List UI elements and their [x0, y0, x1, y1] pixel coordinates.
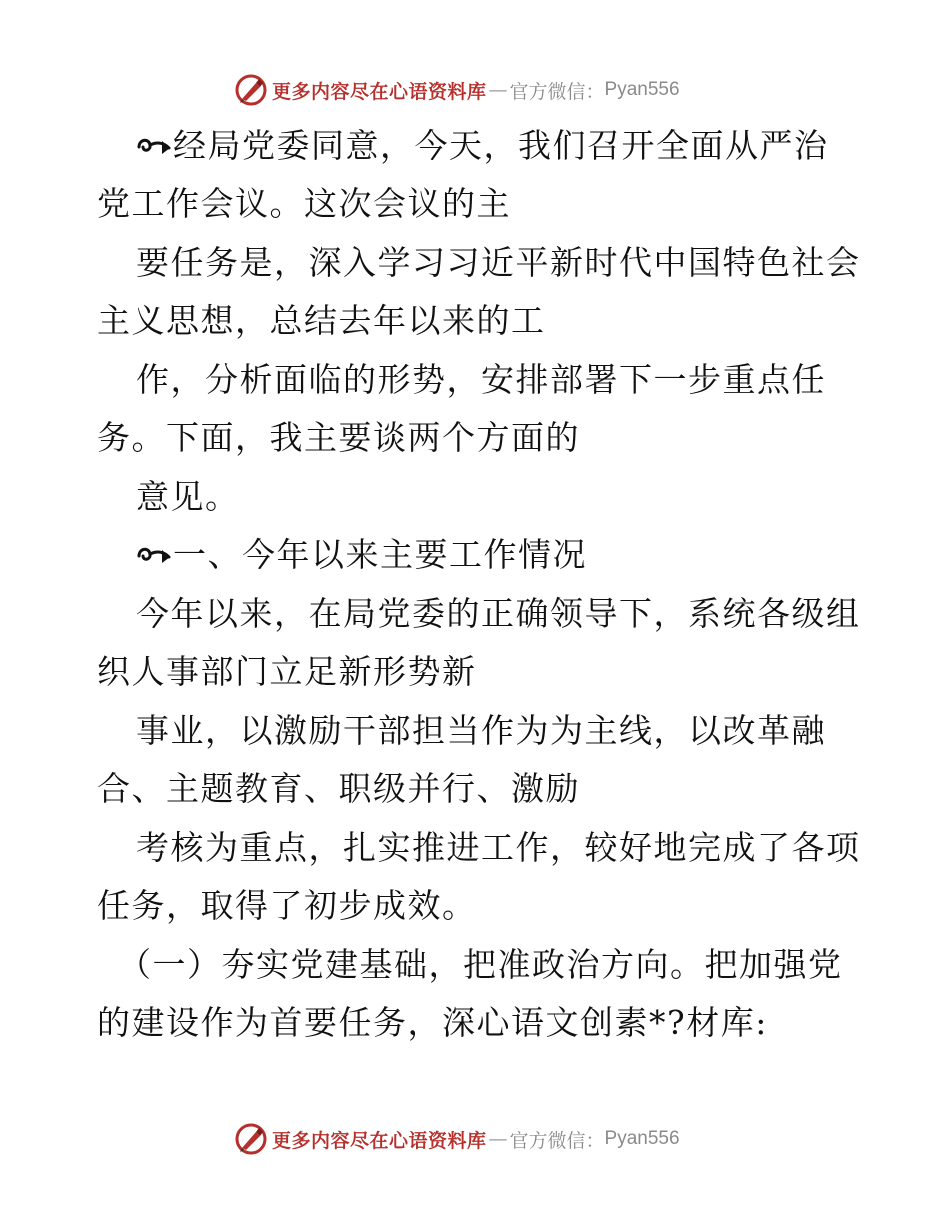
pen-logo-icon	[234, 73, 268, 107]
flourish-bullet-icon	[136, 539, 173, 569]
paragraph-line: 织人事部门立足新形势新	[97, 652, 477, 691]
banner-wechat-id: Pyan556	[604, 79, 680, 100]
paragraph-line: 的建设作为首要任务，深心语文创素*?材库:	[97, 1003, 768, 1042]
paragraph-line: 要任务是，深入学习习近平新时代中国特色社会	[136, 243, 861, 282]
flourish-bullet-icon	[136, 130, 173, 160]
banner-wechat-label: 官方微信：	[509, 80, 605, 103]
banner-dash: —	[488, 1128, 508, 1150]
paragraph-line: 今年以来，在局党委的正确领导下，系统各级组	[136, 594, 861, 633]
pen-logo-icon	[234, 1122, 268, 1156]
paragraph-line: 经局党委同意，今天，我们召开全面从严治	[136, 126, 829, 166]
paragraph-line: 党工作会议。这次会议的主	[97, 184, 511, 223]
banner-site-text: 更多内容尽在心语资料库	[272, 1129, 487, 1152]
banner-dash: —	[488, 79, 508, 101]
banner-site-text: 更多内容尽在心语资料库	[272, 80, 487, 103]
paragraph-line: 主义思想，总结去年以来的工	[97, 301, 546, 340]
paragraph-line: 务。下面，我主要谈两个方面的	[97, 418, 580, 457]
paragraph-line: 任务，取得了初步成效。	[97, 886, 477, 925]
paragraph-line: 考核为重点，扎实推进工作，较好地完成了各项	[136, 828, 861, 867]
footer-banner	[234, 1121, 680, 1157]
paragraph-line: 合、主题教育、职级并行、激励	[97, 769, 580, 808]
banner-wechat-id: Pyan556	[604, 1128, 680, 1149]
paragraph-line: 作，分析面临的形势，安排部署下一步重点任	[136, 360, 826, 399]
paragraph-line: 意见。	[136, 477, 240, 516]
header-banner	[234, 72, 680, 108]
section-heading: 一、今年以来主要工作情况	[136, 535, 587, 575]
subsection-heading: （一）夯实党建基础，把准政治方向。把加强党	[118, 945, 843, 984]
banner-wechat-label: 官方微信：	[509, 1129, 605, 1152]
paragraph-line: 事业，以激励干部担当作为为主线，以改革融	[136, 711, 826, 750]
